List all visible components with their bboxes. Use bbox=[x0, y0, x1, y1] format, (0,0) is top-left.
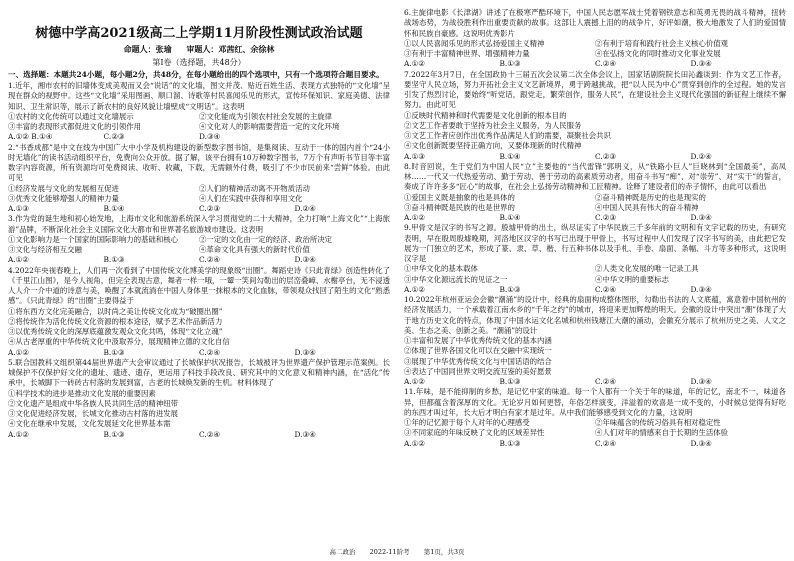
option-row bbox=[8, 235, 390, 245]
option: ③奋斗精神既是民族的也是世界的 bbox=[404, 202, 515, 212]
option-row bbox=[8, 112, 390, 122]
option-row bbox=[8, 245, 390, 255]
option: ③优秀文化能够增强人的精神力量 bbox=[8, 193, 119, 203]
right-column bbox=[404, 8, 786, 548]
answer-choices bbox=[404, 213, 786, 223]
answer-choice: D.③④ bbox=[199, 132, 221, 142]
answer-choice: D.②④ bbox=[294, 204, 316, 214]
answer-choice: A.①② bbox=[404, 377, 425, 386]
question-stem: 9.甲骨文是汉字的书写之源。殷墟甲骨的出土，纵尽证实了中华民族三千多年前的文明和有文字记载的历史，有研究表明，早在殷周殷墟晚期，河洛地区汉字的书写已出现于甲骨上，书写过程中人们发现了汉字书写的美，由此把它发展为一门独立的艺术，形成了篆、隶、草、楷、行五种书体以及手札、手卷、扇面、条幅、斗方等多种形式，这说明汉字是 bbox=[404, 223, 786, 263]
option: ③文化促进经济发展，长城文化推动古村落的进发展 bbox=[8, 409, 178, 419]
option: ④人们在实践中获得和享用文化 bbox=[199, 193, 303, 203]
page-columns bbox=[8, 8, 786, 548]
answer-choices bbox=[404, 152, 786, 162]
answer-choices bbox=[404, 439, 786, 449]
answer-choice: B.①③ bbox=[499, 377, 521, 386]
section-instruction: 一、选择题：本题共24小题，每小题2分，共48分，在每小题给出的四个选项中，只有一个选项符合题目要求。 bbox=[8, 70, 384, 79]
option-row bbox=[404, 193, 786, 203]
option-row bbox=[404, 203, 786, 213]
answer-choice: C.②④ bbox=[199, 255, 220, 265]
option: ①爱国主义既是抽象的也是具体的 bbox=[404, 192, 515, 202]
question bbox=[8, 214, 390, 265]
option: ④从古老厚重的中华传统文化中汲取养分，展现精神立德的文化自信 bbox=[8, 337, 230, 347]
question bbox=[8, 266, 390, 358]
answer-choice: A.①② bbox=[404, 59, 425, 69]
option: ②年味蕴含的传统习俗具有相对稳定性 bbox=[595, 418, 721, 427]
author-line bbox=[8, 44, 390, 55]
option: ③中华文化源远流长的见证之一 bbox=[404, 274, 508, 284]
answer-choice: D.③④ bbox=[690, 377, 712, 386]
question bbox=[8, 143, 390, 215]
section-heading: 第Ⅰ卷（选择题，共48分） bbox=[152, 58, 246, 67]
option: ④文化对人的影响需要营造一定的文化环境 bbox=[199, 122, 340, 132]
answer-choice: C.②④ bbox=[595, 377, 616, 386]
option-row bbox=[404, 275, 786, 285]
right-question-list bbox=[404, 8, 786, 449]
answer-choice: C.②③ bbox=[103, 132, 125, 142]
answer-choice: C.②④ bbox=[595, 59, 616, 69]
question bbox=[8, 81, 390, 143]
question-stem: 2.“书香成都”是中文在线为中国广大中小学及机构建设的新型数字图书馆，是集阅读、互动于一体的国内首个“24小时无墙化”的读书活动组织平台，免费向公众开放。据了解，该平台拥有10万种数字图书，7万个有声听书节目等丰富数字内容资源，所有资源均可免费阅读、收听、收藏，下载，无需额外付费，吸引了不少市民前来“尝鲜”体验。由此可见 bbox=[8, 142, 390, 183]
footer-subject: 高二政治 bbox=[329, 548, 356, 556]
answer-choice: A.①③ bbox=[8, 204, 29, 214]
option: ③文化与经济相互交融 bbox=[8, 245, 82, 255]
answer-choice: A.①② bbox=[8, 429, 29, 439]
reviewer: 审题人：邓茜红、余徐林 bbox=[186, 44, 275, 54]
option: ①将东西方文化完美融合，以时尚之美让传统文化成为“破圈出圈” bbox=[8, 306, 223, 316]
option-row bbox=[404, 49, 786, 59]
option: ③文艺工作者应创作出优秀作品满足人们的需要，凝聚社会共识 bbox=[404, 131, 611, 140]
question bbox=[404, 8, 786, 70]
answer-choice: D.③④ bbox=[294, 255, 316, 265]
page-footer bbox=[0, 548, 794, 557]
question-stem: 6.主旋律电影《长津湖》讲述了在极寒严酷环境下，中国人民志愿军战士凭着钢铁意志和英勇无畏的战斗精神，扭转战场态势，为战役胜利作出重要贡献的故事。这部让人震撼上泪的的战争片，好评如潮，极大地激发了人们的爱国情怀和民族自豪感。这说明优秀影片 bbox=[404, 8, 786, 38]
question-stem: 4.2022年央视春晚上，人们再一次看到了中国传统文化博美学的现象级“出圈”。舞蹈史诗《只此青绿》创造性转化了《千里江山图》，是今人视角，但完全表现古意，舞者一样一哦，一颦一笑间勾勒出的层峦叠嶂、水榭亭台，无不浸透人人介一介中道的诗意与美，唤醒了本就流淌在中国人身体里一抹根本的文化血脉，带领观众找回了陌生的文化“熟悉感”。《只此青绿》的“出圈”主要得益于 bbox=[8, 265, 390, 306]
option: ④中国人民具有伟大的奋斗精神 bbox=[595, 202, 699, 212]
question bbox=[8, 358, 390, 440]
answer-choices bbox=[404, 377, 786, 387]
option: ④人们对年的情感来自于长期的生活体验 bbox=[595, 428, 729, 438]
option: ③不同家庭的年味反映了文化的区域差异性 bbox=[404, 428, 545, 438]
answer-choice: A.①③ bbox=[404, 151, 425, 161]
question bbox=[404, 223, 786, 295]
option: ①中华文化的基本载体 bbox=[404, 264, 478, 274]
option: ③丰富的表现形式都促进文化的引领作用 bbox=[8, 122, 142, 132]
option: ②人们的精神活动离不开物质活动 bbox=[199, 183, 310, 193]
option: ②人类文化发展的唯一记录工具 bbox=[595, 264, 699, 274]
option: ④在弘扬文化的同时推动文化事业发展 bbox=[595, 49, 721, 58]
option-row bbox=[404, 39, 786, 49]
option-row bbox=[404, 428, 786, 438]
footer-exam: 2022-11阶考 bbox=[369, 548, 410, 556]
answer-choice: D.②④ bbox=[690, 151, 712, 161]
answer-choice: B.①③ bbox=[499, 284, 521, 294]
question-stem: 5.联合国教科文组织第44届世界遗产大会审议通过了长城保护状况报告，长城被评为世界遗产保护管理示范案例。长城保护不仅保护好文化的遗址、遗迹、遗存，更运用了科技手段改良、研究其中的文化意义和精神内涵，在“活化”传承中，长城脚下一砖砖古村落的发展到富，古老的长城焕发新的生机。材料体现了 bbox=[8, 357, 390, 388]
option: ②体现了世界各国文化可以在交融中实现统一 bbox=[404, 346, 552, 356]
option: ②有利于培育和践行社会主义核心价值观 bbox=[595, 38, 729, 48]
question bbox=[404, 70, 786, 162]
question bbox=[404, 295, 786, 387]
answer-choice: D.③④ bbox=[690, 213, 712, 222]
answer-choice: B.①③ bbox=[103, 347, 125, 357]
answer-choice: D.③④ bbox=[294, 347, 316, 357]
answer-choices bbox=[8, 204, 390, 214]
exam-title: 树德中学高2021级高二上学期11月阶段性测试政治试题 bbox=[35, 26, 363, 41]
option: ②文化遗产是组成中华各族人民共同生活的精神纽带 bbox=[8, 398, 178, 408]
answer-choice: A.①② bbox=[8, 347, 29, 357]
answer-choice: A.①② B.①④ bbox=[8, 132, 53, 142]
question bbox=[404, 387, 786, 449]
answer-choice: C.②④ bbox=[199, 347, 220, 357]
answer-choice: C.②③ bbox=[595, 151, 616, 161]
answer-choice: C.②④ bbox=[199, 429, 220, 439]
footer-page: 第1页，共3页 bbox=[423, 548, 465, 556]
proposer: 命题人：张瑜 bbox=[123, 44, 172, 54]
option: ③以优秀传统文化的深厚底蕴激发观众文化共鸣，体现“文化立魂” bbox=[8, 327, 223, 337]
answer-choice: A.①② bbox=[404, 213, 425, 222]
option: ④文化创新既要坚持正确方向，又要体现新的时代精神 bbox=[404, 141, 582, 151]
answer-choice: B.①④ bbox=[499, 151, 521, 161]
option-row bbox=[8, 194, 390, 204]
answer-choice: D.③④ bbox=[690, 59, 712, 69]
question-stem: 11.年味，是不能抑制的乡愁，是记忆中家的味道。每一个人都有一个关于年的味道，年的记忆，南北不一，味道各异，但都蕴含着深厚的文化。无论岁月如何更替，年俗怎样演变，洋溢着的欢喜是一成不变的，小时候总觉得有好吃的东西才叫过年，长大后才明白有家才是过年。从中我们能够感受到文化的力量，这说明 bbox=[404, 387, 786, 417]
answer-choice: D.③④ bbox=[690, 284, 712, 294]
option: ①年的记忆源于每个人对年的心理感受 bbox=[404, 418, 530, 427]
answer-choice: D.③④ bbox=[690, 438, 712, 448]
option: ②奋斗精神既是历史的也是现实的 bbox=[595, 192, 706, 202]
option: ③有利于丰富精神世界、增强精神力量 bbox=[404, 49, 530, 58]
answer-choice: B.①③ bbox=[103, 429, 125, 439]
option: ②文化能成为引领农村社会发展的主旋律 bbox=[199, 111, 333, 121]
option: ①农村的文化传统可以通过文化墙展示 bbox=[8, 111, 134, 121]
option-row bbox=[8, 184, 390, 194]
answer-choices bbox=[8, 132, 390, 142]
answer-choice: B.①③ bbox=[499, 59, 521, 69]
answer-choice: B.①③ bbox=[103, 255, 125, 265]
answer-choices bbox=[404, 59, 786, 69]
answer-choice: A.①② bbox=[404, 284, 425, 294]
option: ①丰富和发展了中华优秀传统文化的基本内涵 bbox=[404, 336, 552, 345]
option: ②一定的文化由一定的经济、政治所决定 bbox=[199, 234, 333, 244]
option: ④文化在继承中发展，文化发展延文化世界基本需 bbox=[8, 419, 171, 429]
question bbox=[404, 162, 786, 224]
answer-choice: C.②③ bbox=[199, 204, 220, 214]
option: ①反映时代精神和时代需要是文化创新的根本目的 bbox=[404, 110, 567, 120]
answer-choices bbox=[8, 348, 390, 358]
answer-choice: C.②④ bbox=[595, 284, 616, 294]
option: ①以人民喜闻乐见的形式弘扬爱国主义精神 bbox=[404, 38, 545, 48]
option-row bbox=[8, 122, 390, 132]
answer-choice: C.②④ bbox=[595, 438, 616, 448]
question-stem: 3.作为党的诞生地和初心始发地，上海市文化和旅游系统深入学习贯彻党的二十大精神，全力打响“上海文化”“上海旅游”品牌，不断深化社会主义国际文化大都市和世界著名旅游城市建设。这表明 bbox=[8, 214, 390, 234]
option: ②将传统作为活化传统文化资源的根本途径，赋予艺术作品新活力 bbox=[8, 316, 223, 326]
answer-choice: B.①④ bbox=[499, 213, 521, 222]
answer-choice: A.①② bbox=[404, 438, 425, 448]
option: ④革命文化具有强大的新时代价值 bbox=[199, 245, 310, 255]
answer-choices bbox=[8, 430, 390, 440]
answer-choice: C.②③ bbox=[595, 213, 616, 222]
answer-choices bbox=[8, 255, 390, 265]
answer-choice: D.③④ bbox=[294, 429, 316, 439]
answer-choice: B.①③ bbox=[499, 438, 521, 448]
option: ②文艺工作者要敢于坚持为社会主义服务，为人民服务 bbox=[404, 120, 582, 130]
option: ①科学技术的进步是推动文化发展的重要因素 bbox=[8, 388, 156, 398]
answer-choice: A.①② bbox=[8, 255, 29, 265]
left-column bbox=[8, 8, 390, 548]
question-stem: 8.时音回说，生于党们为中国人民“立”主要他的“当代雷锋”郭明义，从“铁路小巨人”巨晓林到“全国最美”，高凤林……一代又一代热爱劳动、勤于劳动、善于劳动的高素质劳动者，用奋斗书写“痴”、对“崇劳”、对“实干”的誓言，奏成了许许多多“匠心”的故事，在社会上弘扬劳动精神和工匠精神。诠释了建设者们的赤子情怀，由此可以看出 bbox=[404, 161, 786, 192]
question-stem: 1.近年，湘市农村的旧墙体变成美观而又会“说话”的文化墙，图文并茂、贴近百姓生活、表现方式独特的“文化墙”呈现在群众的视野中。这些“文化墙”采用图画、顺口溜、诗歌等村民喜闻乐见的形式，宣传环保知识、家庭美德、法律知识、卫生常识等，展示了新农村的良好风貌让墙壁成“文明话”。这表明 bbox=[8, 81, 390, 111]
answer-choice: B.①④ bbox=[103, 204, 125, 214]
question-stem: 7.2022年3月7日，在全国政协十三届五次会议第二次全体会议上，国家话剧院院长田沁鑫谈到：作为文艺工作者，要坚守人民立场，努力开拓社会主义文艺新境界，勇于跨越挑战，把“以人民为中心”贯穿到创作的全过程。她的发言引发了热烈讨论，要始终“听党话，跟党走，繁荣创作，服务人民”，在建设社会主义现代化强国的新征程上继续不懈努力。由此可见 bbox=[404, 69, 786, 110]
answer-choices bbox=[404, 285, 786, 295]
option: ①文化影响力是一个国家的国际影响力的基础和核心 bbox=[8, 234, 178, 244]
option-row bbox=[404, 418, 786, 428]
left-question-list bbox=[8, 81, 390, 440]
question-stem: 10.2022年杭州亚运会会徽“潮涌”的设计中，经典的扇面构成整体图形，勾勒出书法的人文底蕴，寓意着中国杭州的经济发展活力，一个承载着江南水乡的“千年之约”的城市，将迎来更加辉煌的明天。会徽的设计中突出“潮”体现了大于地方历史文化的特点，体现了中国水运文化名城和杭州钱塘江大潮的涌动，会徽充分展示了杭州历史之美、人文之美、生态之美、创新之美。“潮涌”的设计 bbox=[404, 295, 786, 335]
option: ④表达了中国同世界文明交流互鉴的美好愿景 bbox=[404, 366, 552, 376]
option: ①经济发展与文化的发展相互促进 bbox=[8, 183, 119, 193]
option-row bbox=[404, 264, 786, 274]
option: ④中华文明的重要标志 bbox=[595, 274, 669, 284]
option: ③展现了中华优秀传统文化与中国话语的结合 bbox=[404, 356, 552, 366]
